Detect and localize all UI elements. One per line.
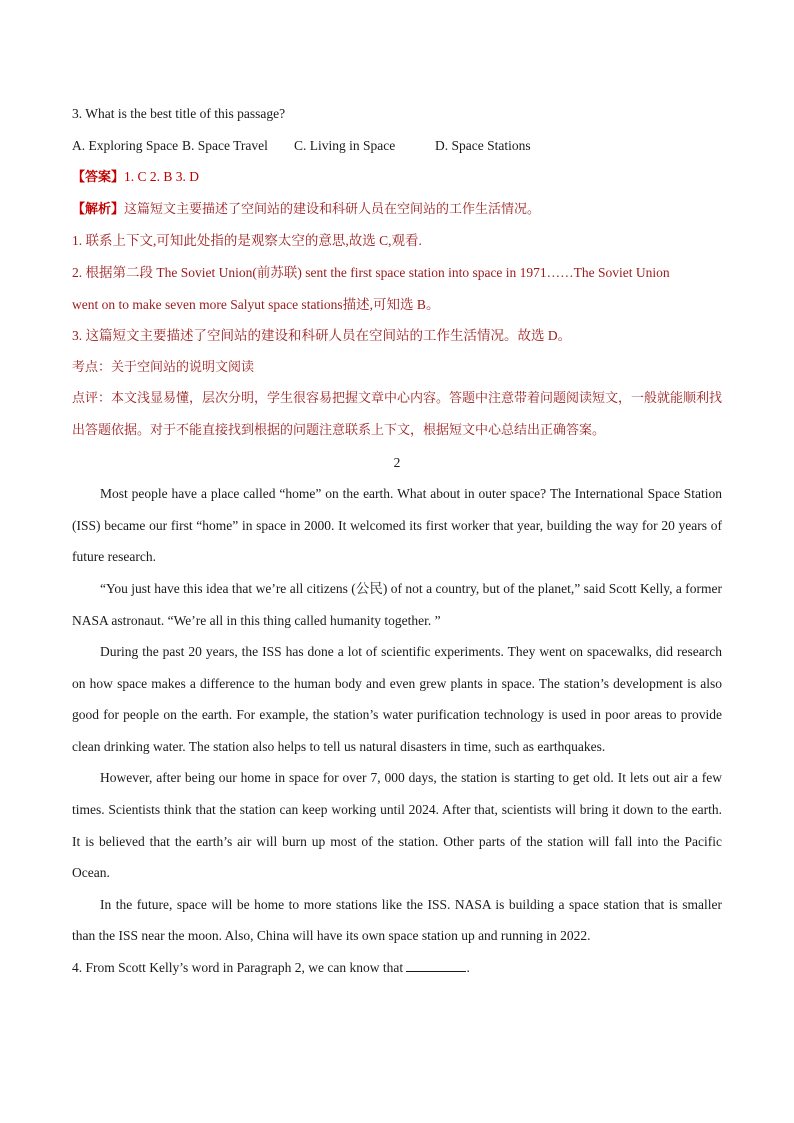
passage-paragraph-2: “You just have this idea that we’re all citizens (公民) of not a country, but of the planet,” said Scott Kelly, a former NASA astronaut. “We’re all in this thing called humanity together. ” xyxy=(72,580,722,628)
analysis-summary: 这篇短文主要描述了空间站的建设和科研人员在空间站的工作生活情况。 xyxy=(124,201,541,217)
analysis-item-2-line-1: 2. 根据第二段 The Soviet Union(前苏联) sent the first space station into space in 1971……The Soviet Union xyxy=(72,264,670,280)
passage-paragraph-1: Most people have a place called “home” on the earth. What about in outer space? The International Space Station (ISS) became our first “home” in space in 2000. It welcomed its first worker that year, building the way for 20 years of future research. xyxy=(72,486,722,565)
analysis-line xyxy=(72,194,722,226)
kaodian-note: 考点：关于空间站的说明文阅读 xyxy=(72,359,255,375)
passage-number: 2 xyxy=(393,454,401,470)
document-page xyxy=(72,98,722,984)
question-4-stem xyxy=(72,952,722,984)
option-d: D. Space Stations xyxy=(435,137,531,153)
answer-label: 【答案】 xyxy=(72,170,125,186)
analysis-label: 【解析】 xyxy=(72,201,125,217)
option-c: C. Living in Space xyxy=(294,137,396,153)
analysis-item-2-line-2: went on to make seven more Salyut space stations描述,可知选 B。 xyxy=(72,296,440,312)
analysis-item-3: 3. 这篇短文主要描述了空间站的建设和科研人员在空间站的工作生活情况。故选 D。 xyxy=(72,328,572,344)
option-b: B. Space Travel xyxy=(182,137,268,153)
question-4-end: . xyxy=(466,960,470,976)
question-4-text: 4. From Scott Kelly’s word in Paragraph 2, we can know that xyxy=(72,960,404,976)
answer-blank xyxy=(406,958,466,972)
dianping-note: 点评：本文浅显易懂，层次分明，学生很容易把握文章中心内容。答题中注意带着问题阅读短文，一般就能顺利找出答题依据。对于不能直接找到根据的问题注意联系上下文，根据短文中心总结出正确答案。 xyxy=(72,391,723,438)
option-a: A. Exploring Space xyxy=(72,137,179,153)
passage-paragraph-3: During the past 20 years, the ISS has done a lot of scientific experiments. They went on spacewalks, did research on how space makes a difference to the human body and even grew plants in space. The station’s development is also good for people on the earth. For example, the station’s water purification technology is used in poor areas to provide clean drinking water. The station also helps to tell us natural disasters in time, such as earthquakes. xyxy=(72,644,722,754)
question-3-stem: 3. What is the best title of this passage? xyxy=(72,106,286,121)
passage-paragraph-4: However, after being our home in space for over 7, 000 days, the station is starting to get old. It lets out air a few times. Scientists think that the station can keep working until 2024. After that, scientists will bring it down to the earth. It is believed that the earth’s air will burn up most of the station. Other parts of the station will fall into the Pacific Ocean. xyxy=(72,770,722,881)
answer-line xyxy=(72,161,722,194)
answer-value: 1. C 2. B 3. D xyxy=(124,169,200,185)
analysis-item-1: 1. 联系上下文,可知此处指的是观察太空的意思,故选 C,观看. xyxy=(72,233,422,249)
passage-paragraph-5: In the future, space will be home to more stations like the ISS. NASA is building a space station that is smaller than the ISS near the moon. Also, China will have its own space station up and running in 2022. xyxy=(72,896,722,944)
question-3-options xyxy=(72,130,722,162)
